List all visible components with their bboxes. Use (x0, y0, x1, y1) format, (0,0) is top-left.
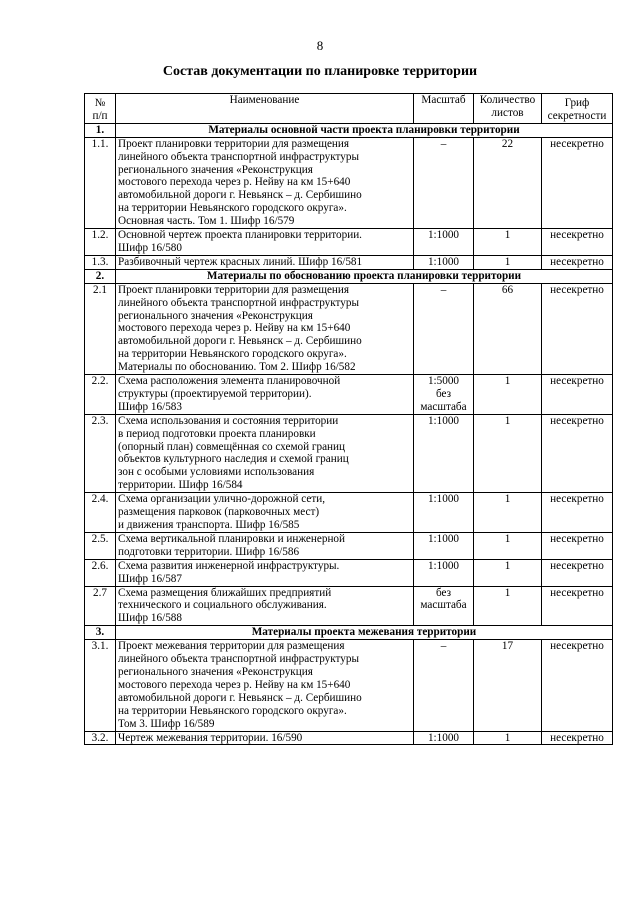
item-sheet-count: 1 (474, 375, 542, 415)
item-number: 2.5. (85, 532, 116, 559)
section-number: 3. (85, 626, 116, 640)
item-scale (414, 283, 474, 374)
item-scale-line: 1:1000 (427, 414, 460, 427)
table-body (85, 123, 613, 745)
item-sheet-count: 1 (474, 493, 542, 533)
item-scale-line: 1:1000 (427, 559, 460, 572)
header-name: Наименование (116, 94, 414, 124)
item-name-line: Схема организации улично-дорожной сети, (118, 493, 326, 506)
item-name-line: мостового перехода через р. Нейву на км 15+640 (118, 322, 351, 335)
item-name-line: Том 3. Шифр 16/589 (118, 717, 215, 730)
item-name-line: Шифр 16/583 (118, 400, 182, 413)
item-name-line: регионального значения «Реконструкция (118, 309, 313, 322)
table-row (85, 283, 613, 374)
section-number: 1. (85, 123, 116, 137)
item-name-line: автомобильной дороги г. Невьянск – д. Сербишино (118, 335, 362, 348)
documentation-table (84, 93, 613, 745)
item-name-line: Схема размещения ближайших предприятий (118, 586, 332, 599)
item-name-line: на территории Невьянского городского округа». (118, 202, 347, 215)
header-sheet-count-line2: листов (491, 106, 524, 119)
item-name-line: технического и социального обслуживания. (118, 599, 327, 612)
item-number: 1.3. (85, 255, 116, 269)
item-scale-line: масштаба (420, 599, 467, 612)
item-scale (414, 375, 474, 415)
table-row (85, 375, 613, 415)
item-name-line: автомобильной дороги г. Невьянск – д. Сербишино (118, 189, 362, 202)
item-scale (414, 532, 474, 559)
section-title: Материалы по обоснованию проекта планировки территории (116, 269, 613, 283)
item-classification: несекретно (542, 414, 613, 492)
item-sheet-count: 22 (474, 137, 542, 228)
item-scale (414, 640, 474, 731)
header-sheet-count-line1: Количество (479, 94, 536, 106)
item-name-line: Схема вертикальной планировки и инженерной (118, 532, 346, 545)
item-number: 1.2. (85, 229, 116, 256)
item-name (116, 731, 414, 745)
item-number: 2.1 (85, 283, 116, 374)
item-classification: несекретно (542, 731, 613, 745)
item-number: 3.2. (85, 731, 116, 745)
table-row (85, 640, 613, 731)
item-name (116, 283, 414, 374)
item-name-line: Шифр 16/580 (118, 241, 182, 254)
item-name-line: Схема использования и состояния территории (118, 414, 339, 427)
item-name-line: в период подготовки проекта планировки (118, 427, 316, 440)
item-scale-line: 1:5000 (427, 375, 460, 388)
item-name-line: мостового перехода через р. Нейву на км 15+640 (118, 678, 351, 691)
table-row (85, 414, 613, 492)
item-sheet-count: 1 (474, 229, 542, 256)
item-sheet-count: 1 (474, 532, 542, 559)
item-classification: несекретно (542, 375, 613, 415)
section-row (85, 123, 613, 137)
item-scale (414, 559, 474, 586)
item-name-line: линейного объекта транспортной инфраструктуры (118, 653, 359, 666)
item-sheet-count: 1 (474, 586, 542, 626)
item-classification: несекретно (542, 586, 613, 626)
item-sheet-count: 66 (474, 283, 542, 374)
item-scale (414, 137, 474, 228)
item-name (116, 532, 414, 559)
document-title: Состав документации по планировке территории (162, 64, 478, 79)
item-number: 2.6. (85, 559, 116, 586)
item-sheet-count: 1 (474, 414, 542, 492)
item-number: 3.1. (85, 640, 116, 731)
item-name-line: Материалы по обоснованию. Том 2. Шифр 16/582 (118, 361, 356, 374)
item-classification: несекретно (542, 559, 613, 586)
item-name-line: регионального значения «Реконструкция (118, 163, 313, 176)
item-name-line: Проект межевания территории для размещения (118, 640, 345, 653)
header-scale: Масштаб (414, 94, 474, 124)
item-classification: несекретно (542, 137, 613, 228)
item-number: 2.4. (85, 493, 116, 533)
item-classification: несекретно (542, 532, 613, 559)
item-scale-line: 1:1000 (427, 493, 460, 506)
item-name-line: Схема развития инженерной инфраструктуры. (118, 559, 340, 572)
header-classification-line2: секретности (547, 109, 607, 122)
table-header-row (85, 94, 613, 124)
item-name (116, 559, 414, 586)
item-name-line: (опорный план) совмещённая со схемой границ (118, 440, 346, 453)
table-row (85, 731, 613, 745)
item-sheet-count: 1 (474, 731, 542, 745)
item-name-line: подготовки территории. Шифр 16/586 (118, 545, 300, 558)
header-classification (542, 94, 613, 124)
item-name-line: зон с особыми условиями использования (118, 466, 315, 479)
item-name-line: и движения транспорта. Шифр 16/585 (118, 519, 300, 531)
item-name (116, 414, 414, 492)
item-sheet-count: 1 (474, 559, 542, 586)
item-name-line: Проект планировки территории для размещения (118, 137, 350, 150)
item-classification: несекретно (542, 283, 613, 374)
header-number-line2: п/п (92, 109, 108, 122)
item-scale (414, 493, 474, 533)
item-name-line: размещения парковок (парковочных мест) (118, 506, 320, 519)
item-name-line: автомобильной дороги г. Невьянск – д. Сербишино (118, 691, 362, 704)
item-classification: несекретно (542, 493, 613, 533)
item-scale-line: 1:1000 (427, 532, 460, 545)
item-name (116, 586, 414, 626)
item-name-line: линейного объекта транспортной инфраструктуры (118, 296, 359, 309)
item-sheet-count: 1 (474, 255, 542, 269)
table-row (85, 532, 613, 559)
item-name-line: регионального значения «Реконструкция (118, 665, 313, 678)
item-scale (414, 414, 474, 492)
page-number: 8 (316, 38, 324, 53)
section-row (85, 269, 613, 283)
item-name-line: мостового перехода через р. Нейву на км 15+640 (118, 176, 351, 189)
item-name-line: территории. Шифр 16/584 (118, 479, 243, 492)
section-row (85, 626, 613, 640)
table-row (85, 559, 613, 586)
item-name-line: Основной чертеж проекта планировки территории. (118, 229, 362, 242)
item-scale-line: без (435, 586, 452, 599)
item-name-line: Чертеж межевания территории. 16/590 (118, 731, 303, 744)
item-scale-line: – (440, 640, 447, 653)
item-name (116, 255, 414, 269)
item-name-line: структуры (проектируемой территории). (118, 387, 312, 400)
item-sheet-count: 17 (474, 640, 542, 731)
item-scale-line: 1:1000 (427, 255, 460, 268)
item-scale (414, 586, 474, 626)
item-number: 2.2. (85, 375, 116, 415)
item-number: 1.1. (85, 137, 116, 228)
section-title: Материалы основной части проекта планировки территории (116, 123, 613, 137)
item-name (116, 375, 414, 415)
item-scale-line: без (435, 387, 452, 400)
item-name-line: на территории Невьянского городского округа». (118, 348, 347, 361)
section-number: 2. (85, 269, 116, 283)
item-number: 2.7 (85, 586, 116, 626)
item-scale-line: 1:1000 (427, 731, 460, 744)
table-row (85, 137, 613, 228)
table-row (85, 586, 613, 626)
item-name-line: Разбивочный чертеж красных линий. Шифр 16/581 (118, 255, 363, 268)
item-name-line: Шифр 16/588 (118, 612, 182, 625)
item-classification: несекретно (542, 640, 613, 731)
header-number-line1: № (94, 97, 106, 109)
item-name-line: Основная часть. Том 1. Шифр 16/579 (118, 215, 295, 228)
header-classification-line1: Гриф (564, 97, 590, 109)
item-name-line: Шифр 16/587 (118, 572, 182, 585)
item-name-line: линейного объекта транспортной инфраструктуры (118, 150, 359, 163)
item-scale-line: 1:1000 (427, 229, 460, 242)
item-name (116, 229, 414, 256)
item-classification: несекретно (542, 229, 613, 256)
section-title: Материалы проекта межевания территории (116, 626, 613, 640)
item-name (116, 137, 414, 228)
item-scale-line: масштаба (420, 400, 467, 413)
item-scale-line: – (440, 283, 447, 296)
item-name-line: Схема расположения элемента планировочной (118, 375, 341, 388)
item-scale (414, 229, 474, 256)
item-name (116, 493, 414, 533)
item-classification: несекретно (542, 255, 613, 269)
item-name (116, 640, 414, 731)
item-scale (414, 255, 474, 269)
item-scale (414, 731, 474, 745)
header-sheet-count (474, 94, 542, 124)
item-scale-line: – (440, 137, 447, 150)
item-name-line: Проект планировки территории для размещения (118, 283, 350, 296)
table-row (85, 493, 613, 533)
item-number: 2.3. (85, 414, 116, 492)
header-number (85, 94, 116, 124)
item-name-line: объектов культурного наследия и схемой границ (118, 453, 349, 466)
table-row (85, 255, 613, 269)
item-name-line: на территории Невьянского городского округа». (118, 704, 347, 717)
table-row (85, 229, 613, 256)
